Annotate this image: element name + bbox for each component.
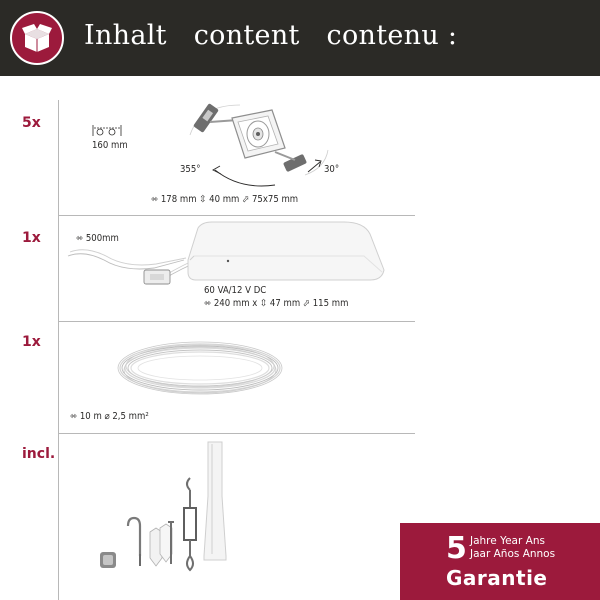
warranty-years-text [470,535,555,561]
quantity-row-4: incl. [22,446,56,462]
spacing-icon [92,124,122,138]
spacing-label: 160 mm [92,140,128,151]
cable-dimensions: ⬄ 10 m ⌀ 2,5 mm² [70,411,149,422]
rotation-left-label: 355° [180,164,201,175]
spotlight-dimensions: ⬄ 178 mm ⇳ 40 mm ⬀ 75x75 mm [151,194,299,205]
quantity-row-3: 1x [22,334,41,350]
transformer-power: 60 VA/12 V DC [204,285,267,296]
rotation-right-label: 30° [324,164,340,175]
warranty-badge [400,523,600,600]
warranty-title: Garantie [446,566,548,590]
cable-coil-image [112,336,288,400]
page-title [84,20,475,51]
accessories-image [92,436,252,596]
spotlight-image [180,100,360,190]
row-divider-3 [58,433,415,434]
column-divider [58,100,59,600]
cable-length-label: ⬄ 500mm [76,233,119,244]
open-box-icon [10,11,64,65]
warranty-years-number: 5 [446,531,467,566]
row-divider-1 [58,215,415,216]
title-word-fr: contenu : [326,20,458,51]
quantity-row-2: 1x [22,230,41,246]
warranty-line-1: Jahre Year Ans [470,535,545,547]
warranty-line-2: Jaar Años Annos [470,548,556,560]
title-word-de: Inhalt [84,20,167,51]
title-word-en: content [193,20,300,51]
header-bar [0,0,600,76]
quantity-row-1: 5x [22,115,41,131]
transformer-dimensions: ⬄ 240 mm x ⇳ 47 mm ⬀ 115 mm [204,298,349,309]
row-divider-2 [58,321,415,322]
